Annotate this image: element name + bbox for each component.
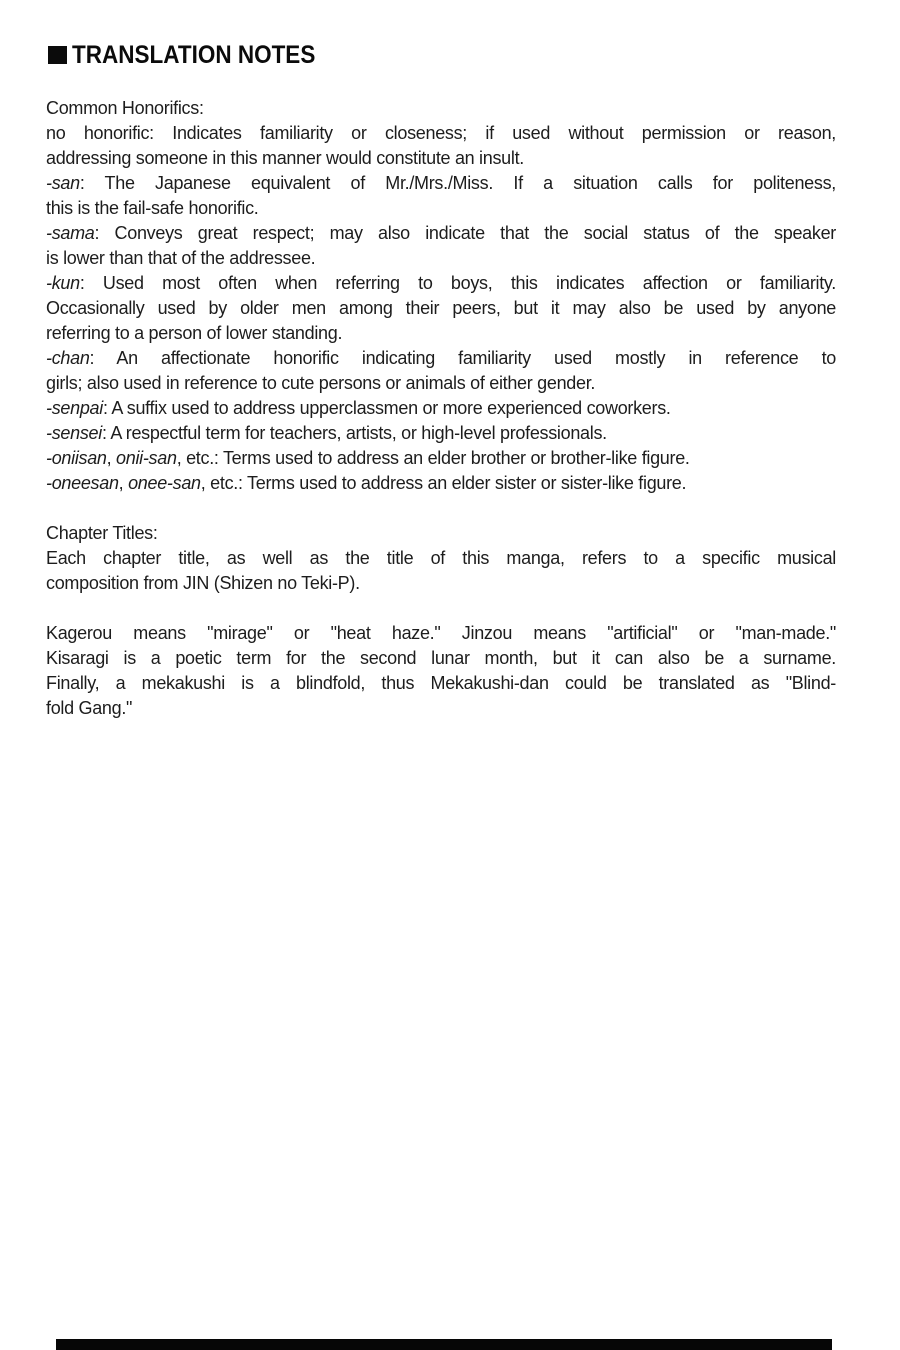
honorific-entry: -oneesan, onee-san, etc.: Terms used to address an elder sister or sister-like figure.: [46, 473, 687, 493]
page-title: TRANSLATION NOTES: [72, 40, 316, 69]
honorific-entry: -sensei: A respectful term for teachers, artists, or high-level professionals.: [46, 423, 607, 443]
honorific-entry: -san: The Japanese equivalent of Mr./Mrs./Miss. If a situation calls for politeness, this is the fail-safe honorific.: [46, 173, 836, 218]
page-title-row: [48, 40, 342, 69]
page-bottom-scan-bar: [56, 1339, 832, 1350]
honorific-entry: -kun: Used most often when referring to boys, this indicates affection or familiarity. Occasionally used by older men among their peers, but it may also be used by anyone referring to a person of lower standing.: [46, 273, 836, 343]
honorific-entry: -oniisan, onii-san, etc.: Terms used to address an elder brother or brother-like figure.: [46, 448, 690, 468]
honorifics-heading: Common Honorifics:: [46, 98, 204, 118]
honorific-entry: -sama: Conveys great respect; may also indicate that the social status of the speaker is lower than that of the addressee.: [46, 223, 836, 268]
square-bullet-icon: [48, 46, 67, 64]
chapter-titles-heading: Chapter Titles:: [46, 523, 158, 543]
honorific-entry: no honorific: Indicates familiarity or closeness; if used without permission or reason, addressing someone in this manner would constitute an insult.: [46, 123, 836, 168]
honorific-entry: -chan: An affectionate honorific indicating familiarity used mostly in reference to girls; also used in reference to cute persons or animals of either gender.: [46, 348, 836, 393]
terms-note-paragraph: Kagerou means "mirage" or "heat haze." Jinzou means "artificial" or "man-made." Kisaragi is a poetic term for the second lunar month, but it can also be a surname. Finally, a mekakushi is a blindfold, thus Mekakushi-dan could be translated as "Blind- fold Gang.": [46, 623, 836, 718]
notes-body: [46, 96, 836, 721]
chapter-titles-paragraph: Each chapter title, as well as the title of this manga, refers to a specific musical composition from JIN (Shizen no Teki-P).: [46, 548, 836, 593]
honorific-entry: -senpai: A suffix used to address upperclassmen or more experienced coworkers.: [46, 398, 671, 418]
honorifics-list: [46, 121, 836, 496]
